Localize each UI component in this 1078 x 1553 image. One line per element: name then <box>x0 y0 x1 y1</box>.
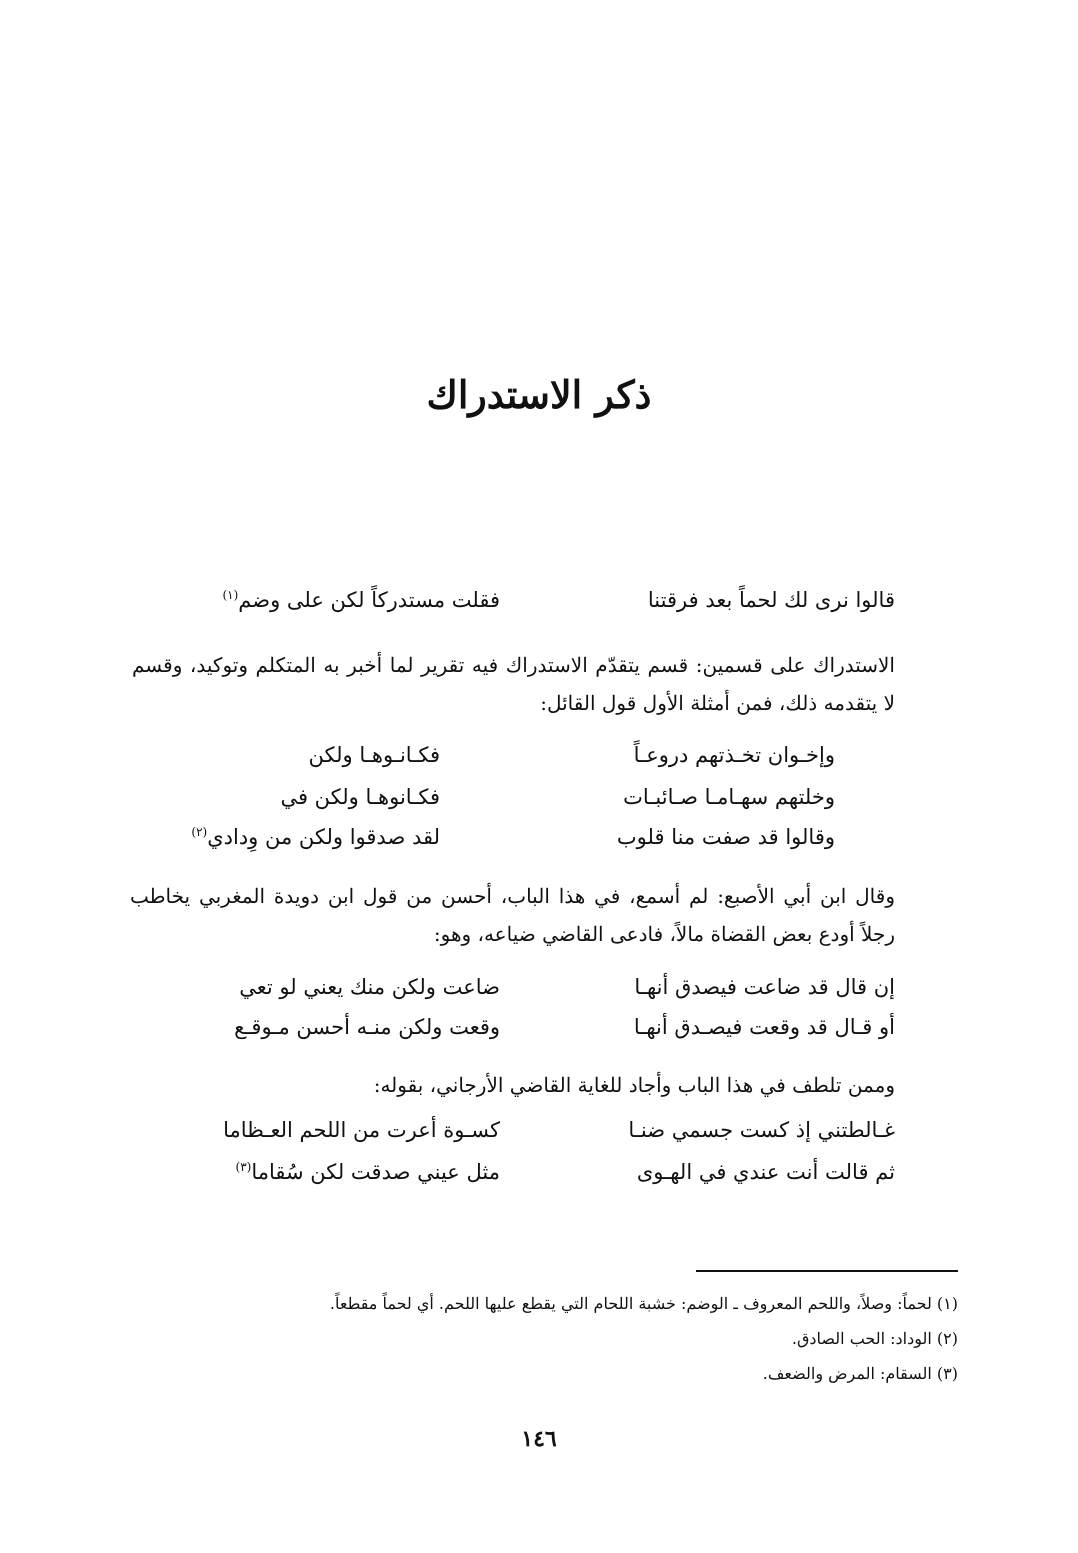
hemistich-second: فكـانوهـا ولكن في <box>280 785 440 809</box>
hemistich-second: ضاعت ولكن منك يعني لو تعي <box>239 975 500 999</box>
hemistich-second: فكـانـوهـا ولكن <box>308 743 440 767</box>
footnote-2: (٢) الوداد: الحب الصادق. <box>791 1329 958 1348</box>
hemistich-first: وقالوا قد صفت منا قلوب <box>616 825 835 849</box>
poem2-line-2 <box>175 1015 895 1049</box>
footnote-3: (٣) السقام: المرض والضعف. <box>762 1364 958 1383</box>
hemistich-first: إن قال قد ضاعت فيصدق أنهـا <box>634 975 895 999</box>
paragraph-1: الاستدراك على قسمين: قسم يتقدّم الاستدراك فيه تقرير لما أخبر به المتكلم وتوكيد، وقسم لا يتقدمه ذلك، فمن أمثلة الأول قول القائل: <box>132 653 895 715</box>
poem1-line-2 <box>175 785 835 819</box>
hemistich-first: غـالطتني إذ كست جسمي ضنـا <box>628 1118 895 1142</box>
hemistich-second-text: مثل عيني صدقت لكن سُقاما <box>251 1160 500 1184</box>
footnote-separator <box>696 1270 958 1272</box>
footnote-ref-1: (١) <box>222 588 239 602</box>
hemistich-first: أو قـال قد وقعت فيصـدق أنهـا <box>633 1015 895 1039</box>
hemistich-second <box>191 825 440 849</box>
hemistich-second <box>222 588 500 612</box>
hemistich-second-text: فقلت مستدركاً لكن على وضم <box>238 588 500 612</box>
poem2-line-1 <box>175 975 895 1009</box>
poem1-line-3 <box>175 825 835 859</box>
hemistich-first: قالوا نرى لك لحماً بعد فرقتنا <box>647 588 895 612</box>
hemistich-first: ثم قالت أنت عندي في الهـوى <box>636 1160 895 1184</box>
page-number: ١٤٦ <box>521 1426 557 1452</box>
hemistich-second <box>236 1160 501 1184</box>
footnote-ref-2: (٢) <box>191 825 208 839</box>
hemistich-second: كسـوة أعرت من اللحم العـظاما <box>223 1118 500 1142</box>
hemistich-first: وخلتهم سهـامـا صـائبـات <box>623 785 835 809</box>
hemistich-second-text: لقد صدقوا ولكن من وِدادي <box>207 825 440 849</box>
poem1-line-1 <box>175 743 835 777</box>
footnote-1: (١) لحماً: وصلاً، واللحم المعروف ـ الوضم: خشبة اللحام التي يقطع عليها اللحم. أي لحماً مقطعاً. <box>329 1294 958 1313</box>
verse-opening <box>175 588 895 622</box>
paragraph-3: وممن تلطف في هذا الباب وأجاد للغاية القاضي الأرجاني، بقوله: <box>373 1073 895 1097</box>
paragraph-2: وقال ابن أبي الأصبع: لم أسمع، في هذا الباب، أحسن من قول ابن دويدة المغربي يخاطب رجلاً أودع بعض القضاة مالاً، فادعى القاضي ضياعه، وهو: <box>130 884 895 946</box>
hemistich-first: وإخـوان تخـذتهم دروعـاً <box>633 743 835 767</box>
poem3-line-2 <box>175 1160 895 1194</box>
hemistich-second: وقعت ولكن منـه أحسن مـوقـع <box>234 1015 500 1039</box>
footnote-ref-3: (٣) <box>235 1160 252 1174</box>
poem3-line-1 <box>175 1118 895 1152</box>
chapter-title: ذكر الاستدراك <box>426 372 652 417</box>
